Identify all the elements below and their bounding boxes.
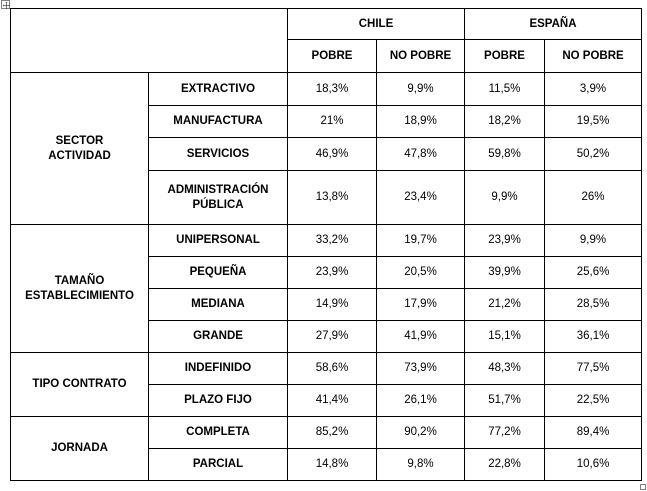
row-label: PLAZO FIJO xyxy=(149,385,288,417)
value-cell: 41,9% xyxy=(377,321,465,353)
row-label: SERVICIOS xyxy=(149,138,288,171)
value-cell: 14,8% xyxy=(288,449,377,481)
value-cell: 23,9% xyxy=(465,225,545,257)
country-header-espana: ESPAÑA xyxy=(465,9,642,40)
value-cell: 26,1% xyxy=(377,385,465,417)
value-cell: 89,4% xyxy=(545,417,642,449)
poverty-comparison-table xyxy=(10,8,642,481)
value-cell: 17,9% xyxy=(377,289,465,321)
value-cell: 22,8% xyxy=(465,449,545,481)
row-label: COMPLETA xyxy=(149,417,288,449)
value-cell: 47,8% xyxy=(377,138,465,171)
value-cell: 9,8% xyxy=(377,449,465,481)
value-cell: 9,9% xyxy=(465,171,545,225)
row-label: ADMINISTRACIÓN PÚBLICA xyxy=(149,171,288,225)
row-label: EXTRACTIVO xyxy=(149,73,288,106)
row-label: UNIPERSONAL xyxy=(149,225,288,257)
category-cell: SECTOR ACTIVIDAD xyxy=(11,73,149,225)
value-cell: 41,4% xyxy=(288,385,377,417)
value-cell: 14,9% xyxy=(288,289,377,321)
category-cell: TAMAÑO ESTABLECIMIENTO xyxy=(11,225,149,353)
value-cell: 58,6% xyxy=(288,353,377,385)
value-cell: 11,5% xyxy=(465,73,545,106)
value-cell: 51,7% xyxy=(465,385,545,417)
value-cell: 73,9% xyxy=(377,353,465,385)
table-move-handle[interactable] xyxy=(1,0,10,9)
row-label: INDEFINIDO xyxy=(149,353,288,385)
row-label: MANUFACTURA xyxy=(149,106,288,138)
value-cell: 21,2% xyxy=(465,289,545,321)
value-cell: 18,3% xyxy=(288,73,377,106)
value-cell: 33,2% xyxy=(288,225,377,257)
row-label: MEDIANA xyxy=(149,289,288,321)
row-label: PEQUEÑA xyxy=(149,257,288,289)
value-cell: 36,1% xyxy=(545,321,642,353)
value-cell: 85,2% xyxy=(288,417,377,449)
row-label: GRANDE xyxy=(149,321,288,353)
table-resize-handle[interactable] xyxy=(640,484,646,490)
value-cell: 26% xyxy=(545,171,642,225)
value-cell: 9,9% xyxy=(377,73,465,106)
row-label: PARCIAL xyxy=(149,449,288,481)
value-cell: 23,4% xyxy=(377,171,465,225)
empty-corner-cell xyxy=(11,9,288,73)
value-cell: 90,2% xyxy=(377,417,465,449)
value-cell: 25,6% xyxy=(545,257,642,289)
value-cell: 9,9% xyxy=(545,225,642,257)
value-cell: 27,9% xyxy=(288,321,377,353)
subheader-no-pobre-espana: NO POBRE xyxy=(545,40,642,73)
value-cell: 59,8% xyxy=(465,138,545,171)
value-cell: 23,9% xyxy=(288,257,377,289)
value-cell: 21% xyxy=(288,106,377,138)
value-cell: 19,7% xyxy=(377,225,465,257)
value-cell: 18,9% xyxy=(377,106,465,138)
value-cell: 77,2% xyxy=(465,417,545,449)
value-cell: 39,9% xyxy=(465,257,545,289)
value-cell: 28,5% xyxy=(545,289,642,321)
value-cell: 22,5% xyxy=(545,385,642,417)
category-cell: JORNADA xyxy=(11,417,149,481)
value-cell: 10,6% xyxy=(545,449,642,481)
value-cell: 3,9% xyxy=(545,73,642,106)
value-cell: 13,8% xyxy=(288,171,377,225)
category-cell: TIPO CONTRATO xyxy=(11,353,149,417)
value-cell: 20,5% xyxy=(377,257,465,289)
value-cell: 18,2% xyxy=(465,106,545,138)
subheader-pobre-chile: POBRE xyxy=(288,40,377,73)
subheader-pobre-espana: POBRE xyxy=(465,40,545,73)
value-cell: 46,9% xyxy=(288,138,377,171)
value-cell: 19,5% xyxy=(545,106,642,138)
value-cell: 50,2% xyxy=(545,138,642,171)
value-cell: 15,1% xyxy=(465,321,545,353)
value-cell: 48,3% xyxy=(465,353,545,385)
country-header-chile: CHILE xyxy=(288,9,465,40)
value-cell: 77,5% xyxy=(545,353,642,385)
subheader-no-pobre-chile: NO POBRE xyxy=(377,40,465,73)
